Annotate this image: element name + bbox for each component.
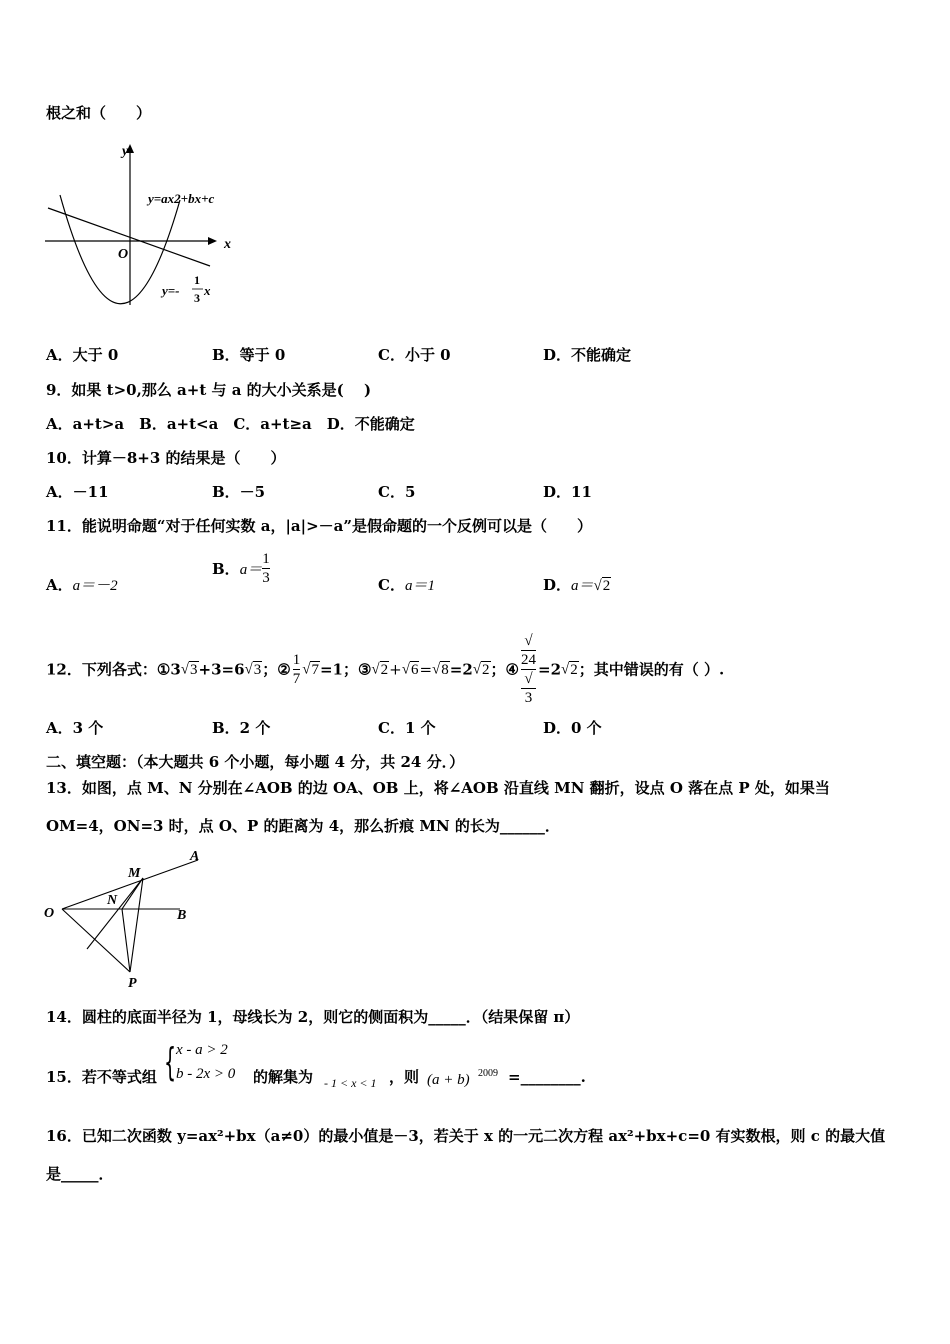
q8-option-a[interactable]: A．大于 0 bbox=[46, 346, 119, 364]
q11-option-d[interactable] bbox=[543, 574, 611, 595]
q11-b-label: B． bbox=[212, 560, 240, 578]
q12-e1-b: +3=6 bbox=[198, 660, 245, 679]
q11-c-label: C． bbox=[378, 576, 405, 594]
q10-stem: 10．计算－8+3 的结果是（ ） bbox=[46, 449, 286, 467]
q11-option-c[interactable] bbox=[378, 574, 435, 595]
q11-d-var: a＝ bbox=[571, 578, 594, 594]
q12-e3-r4: 2 bbox=[482, 661, 490, 678]
q12-e2-den: 7 bbox=[292, 671, 301, 687]
q8-option-d[interactable]: D．不能确定 bbox=[543, 346, 632, 364]
q11-b-fraction bbox=[262, 550, 270, 587]
q16-line1: 16．已知二次函数 y=ax²+bx（a≠0）的最小值是－3，若关于 x 的一元二次方程 ax²+bx+c=0 有实数根，则 c 的最大值 bbox=[46, 1127, 886, 1145]
q12-e4-a: ④ bbox=[505, 660, 519, 679]
q12-e2-b: =1； bbox=[319, 660, 358, 679]
q12-e3-b: =2 bbox=[449, 660, 473, 679]
q15-prefix: 15．若不等式组 bbox=[46, 1068, 157, 1086]
q12-option-d[interactable]: D．0 个 bbox=[543, 719, 602, 737]
q12-e4-r: 2 bbox=[570, 661, 578, 678]
q13-label-P: P bbox=[128, 976, 137, 991]
q8-option-b[interactable]: B．等于 0 bbox=[212, 346, 286, 364]
q12-e2-fraction bbox=[293, 651, 301, 688]
q12-e2-rad: 7 bbox=[311, 661, 319, 678]
q12-e3-r1: 2 bbox=[380, 661, 389, 678]
q10-option-b[interactable]: B．－5 bbox=[212, 483, 266, 501]
q12-e3-sqrt2: √6 bbox=[401, 661, 419, 678]
q12-e4-den: 3 bbox=[521, 688, 536, 707]
q15-expr: (a + b) bbox=[427, 1072, 470, 1088]
q12-e1-rad2: 3 bbox=[253, 661, 262, 678]
graph-parabola-label: y=ax2+bx+c bbox=[148, 191, 215, 206]
q13-label-N: N bbox=[107, 893, 118, 908]
q10-option-d[interactable]: D．11 bbox=[543, 483, 592, 501]
q12-prefix: 12．下列各式： bbox=[46, 660, 157, 679]
q12-e3-a: ③ bbox=[357, 660, 372, 679]
q15-solution: - 1 < x < 1 bbox=[324, 1076, 377, 1090]
q13-line1: 13．如图，点 M、N 分别在∠AOB 的边 OA、OB 上，将∠AOB 沿直线 MN 翻折，设点 O 落在点 P 处，如果当 bbox=[46, 779, 830, 797]
q12-option-b[interactable]: B．2 个 bbox=[212, 719, 271, 737]
q15-exp: 2009 bbox=[478, 1068, 498, 1079]
q12-suffix: ；其中错误的有（ ）. bbox=[578, 660, 725, 679]
q12-e3-eq: = bbox=[419, 660, 433, 679]
q12-e3-plus: + bbox=[389, 660, 402, 679]
q11-b-var: a＝ bbox=[239, 562, 263, 578]
q11-d-label: D． bbox=[543, 576, 572, 594]
q13-label-M: M bbox=[128, 866, 141, 881]
q12-expression-line bbox=[46, 632, 724, 707]
q12-e4-den-wrap: √ 3 bbox=[521, 669, 536, 707]
q12-e2-sqrt: √7 bbox=[302, 661, 319, 678]
graph-line-den: 3 bbox=[194, 291, 200, 305]
q13-line2: OM=4，ON=3 时，点 O、P 的距离为 4，那么折痕 MN 的长为______． bbox=[46, 817, 560, 835]
graph-x-label: x bbox=[224, 237, 231, 252]
q11-stem: 11．能说明命题“对于任何实数 a，|a|>－a”是假命题的一个反例可以是（ ） bbox=[46, 517, 592, 535]
q12-e1-rad: 3 bbox=[190, 661, 198, 678]
q13-figure bbox=[40, 842, 215, 992]
q16-line2: 是_____． bbox=[46, 1165, 114, 1183]
graph-line-var: x bbox=[204, 283, 211, 298]
q15-ineq1: x - a > 2 bbox=[176, 1042, 228, 1058]
q12-e4-sqrt: √2 bbox=[561, 661, 578, 678]
q11-d-rad: 2 bbox=[602, 578, 611, 594]
q9-stem: 9．如果 t>0,那么 a+t 与 a 的大小关系是( ) bbox=[46, 381, 372, 399]
q13-label-O: O bbox=[44, 906, 55, 921]
q12-e3-r3: 8 bbox=[441, 661, 449, 678]
q12-e3-sqrt1: √2 bbox=[371, 661, 389, 678]
q12-e1-a: ①3 bbox=[156, 660, 181, 679]
q15-ineq2: b - 2x > 0 bbox=[176, 1066, 236, 1082]
q9-options[interactable]: A．a+t>a B．a+t<a C．a+t≥a D．不能确定 bbox=[46, 415, 415, 433]
q12-e4-num: 24 bbox=[521, 652, 536, 668]
q12-option-c[interactable]: C．1 个 bbox=[378, 719, 436, 737]
q14-text: 14．圆柱的底面半径为 1，母线长为 2，则它的侧面积为_____．（结果保留 π） bbox=[46, 1008, 580, 1026]
q11-d-sqrt: √2 bbox=[593, 578, 611, 594]
graph-origin-label: O bbox=[118, 247, 129, 262]
q12-e4-fraction bbox=[521, 632, 536, 707]
q12-e3-sqrt4: √2 bbox=[472, 661, 490, 678]
graph-line-label: y=- bbox=[162, 283, 180, 298]
q8-option-c[interactable]: C．小于 0 bbox=[378, 346, 451, 364]
q10-option-a[interactable]: A．－11 bbox=[46, 483, 109, 501]
q8-stem-tail: 根之和（ ） bbox=[46, 104, 152, 122]
q11-option-b[interactable] bbox=[212, 550, 270, 587]
q12-e4-num-wrap: √ 24 bbox=[521, 633, 536, 668]
q11-a-expr: a＝－2 bbox=[72, 578, 118, 594]
q12-e4-b: =2 bbox=[538, 660, 562, 679]
q12-sep3: ； bbox=[490, 660, 506, 679]
q12-e2-num: 1 bbox=[292, 652, 301, 668]
q12-sep1: ； bbox=[262, 660, 278, 679]
q12-option-a[interactable]: A．3 个 bbox=[46, 719, 104, 737]
q12-e3-sqrt3: √8 bbox=[432, 661, 449, 678]
q10-option-c[interactable]: C．5 bbox=[378, 483, 416, 501]
q11-option-a[interactable] bbox=[46, 574, 118, 595]
q12-e3-r2: 6 bbox=[410, 661, 419, 678]
q11-b-den: 3 bbox=[262, 570, 270, 586]
q15-then: ，则 bbox=[389, 1068, 420, 1086]
q11-a-label: A． bbox=[46, 576, 73, 594]
q12-e1-sqrt: √3 bbox=[180, 661, 198, 678]
q15-tail: =________. bbox=[508, 1068, 586, 1086]
graph-line-num: 1 bbox=[194, 273, 200, 287]
q12-e2-a: ② bbox=[277, 660, 291, 679]
q15-mid: 的解集为 bbox=[253, 1068, 314, 1086]
q13-label-A: A bbox=[190, 849, 200, 864]
q11-c-expr: a＝1 bbox=[404, 578, 435, 594]
q15-brace: { bbox=[164, 1040, 177, 1084]
graph-y-label: y bbox=[122, 144, 129, 159]
q12-e1-sqrt2: √3 bbox=[244, 661, 262, 678]
q13-label-B: B bbox=[177, 908, 187, 923]
section-2-heading: 二、填空题：（本大题共 6 个小题，每小题 4 分，共 24 分．） bbox=[46, 753, 465, 771]
q8-graph bbox=[40, 140, 250, 310]
q11-b-num: 1 bbox=[262, 551, 270, 567]
